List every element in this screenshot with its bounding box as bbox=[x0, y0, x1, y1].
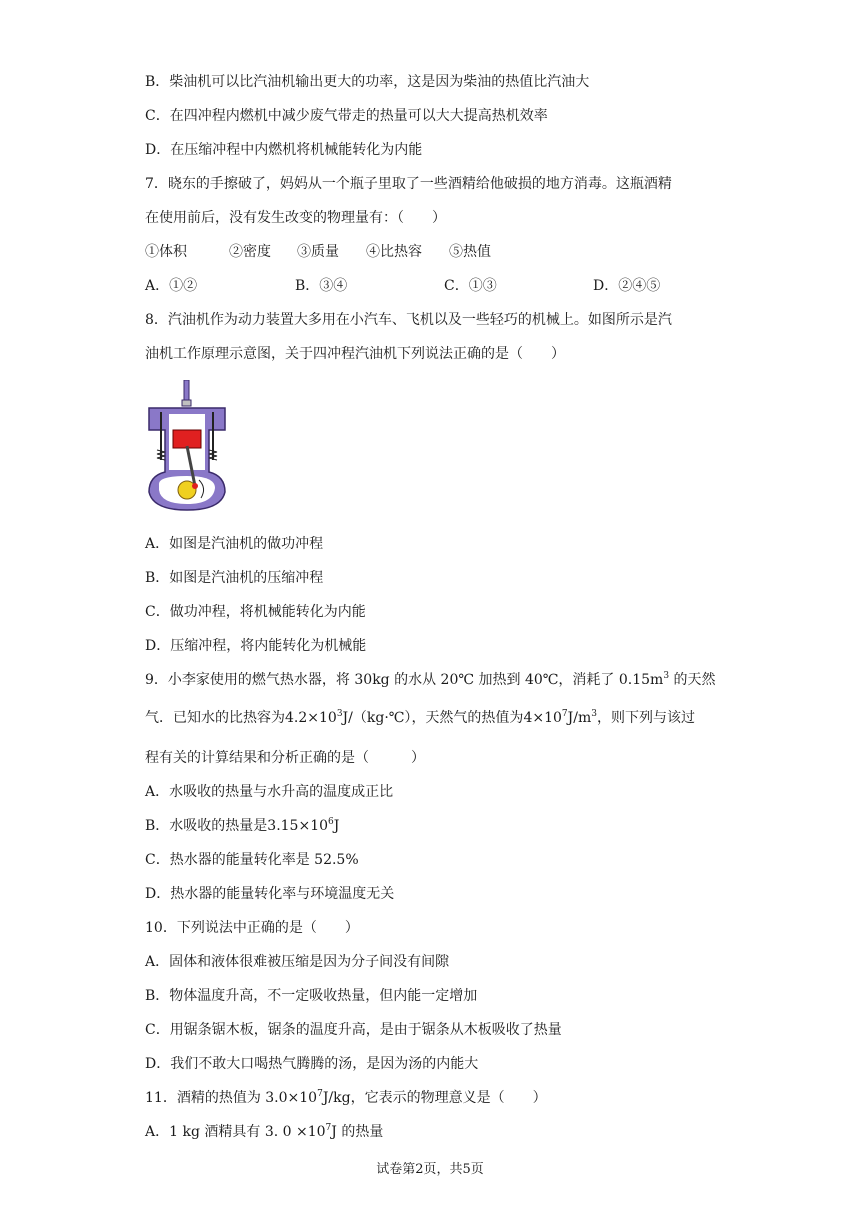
q9-text: 气．已知水的比热容为 bbox=[145, 710, 285, 726]
q9-stem-line-1 bbox=[145, 670, 716, 690]
q9-stem-line-3: 程有关的计算结果和分析正确的是（ ） bbox=[145, 750, 425, 766]
q7-stem-line-2: 在使用前后，没有发生改变的物理量有：（ ） bbox=[145, 210, 446, 226]
q7-option-b: B．③④ bbox=[295, 278, 348, 294]
q7-option-d: D．②④⑤ bbox=[593, 278, 661, 294]
q9-gas-volume: $0.15m^3$ bbox=[618, 671, 670, 688]
intake-spring bbox=[157, 450, 165, 460]
q9-text: ，则下列与该过 bbox=[596, 710, 695, 726]
q9-option-b: B．水吸收的热量是$3.15\times 10^6J$ bbox=[145, 817, 340, 834]
q6-option-d: D．在压缩冲程中内燃机将机械能转化为内能 bbox=[145, 142, 423, 158]
q7-item: ①体积 bbox=[145, 244, 187, 260]
q9-text: 的水从 bbox=[394, 672, 437, 688]
q8-stem-line-1: 8．汽油机作为动力装置大多用在小汽车、飞机以及一些轻巧的机械上。如图所示是汽 bbox=[145, 312, 672, 328]
q9-option-a: A．水吸收的热量与水升高的温度成正比 bbox=[145, 784, 394, 800]
q11-option-a: A．1 kg 酒精具有 3. $0 \times 10^7J$ 的热量 bbox=[145, 1123, 384, 1140]
q6-option-c: C．在四冲程内燃机中减少废气带走的热量可以大大提高热机效率 bbox=[145, 108, 548, 124]
q9-option-c: C．热水器的能量转化率是 52.5% bbox=[145, 852, 359, 868]
q8-option-b: B．如图是汽油机的压缩冲程 bbox=[145, 570, 324, 586]
q10-option-b: B．物体温度升高，不一定吸收热量，但内能一定增加 bbox=[145, 988, 478, 1004]
q9-text: ，天然气的热值为 bbox=[411, 710, 524, 726]
q9-specific-heat: $4.2\times 10^3J/(kg\cdot℃)$ bbox=[285, 709, 412, 726]
q7-item: ⑤热值 bbox=[449, 244, 491, 260]
engine-diagram bbox=[145, 380, 230, 512]
page-footer: 试卷第2页，共5页 bbox=[376, 1162, 484, 1177]
q10-option-a: A．固体和液体很难被压缩是因为分子间没有间隙 bbox=[145, 954, 450, 970]
q6-option-b: B．柴油机可以比汽油机输出更大的功率，这是因为柴油的热值比汽油大 bbox=[145, 74, 590, 90]
q7-option-c: C．①③ bbox=[444, 278, 497, 294]
q10-option-d: D．我们不敢大口喝热气腾腾的汤，是因为汤的内能大 bbox=[145, 1056, 479, 1072]
q7-item: ④比热容 bbox=[366, 244, 422, 260]
q9-text: 的天然 bbox=[673, 672, 716, 688]
q9-text: 9．小李家使用的燃气热水器，将 bbox=[145, 672, 350, 688]
q11-stem: 11．酒精的热值为 $3.0\times 10^7J/kg$，它表示的物理意义是（ ） bbox=[145, 1089, 547, 1106]
q8-option-a: A．如图是汽油机的做功冲程 bbox=[145, 536, 324, 552]
q7-stem-line-1: 7．晓东的手擦破了，妈妈从一个瓶子里取了一些酒精给他破损的地方消毒。这瓶酒精 bbox=[145, 176, 672, 192]
q7-item: ③质量 bbox=[297, 244, 339, 260]
piston bbox=[173, 430, 201, 448]
q9-text: ，消耗了 bbox=[558, 672, 615, 688]
q8-option-c: C．做功冲程，将机械能转化为内能 bbox=[145, 604, 366, 620]
q9-option-d: D．热水器的能量转化率与环境温度无关 bbox=[145, 886, 395, 902]
q9-start-temp: 20℃ bbox=[440, 672, 475, 688]
q10-option-c: C．用锯条锯木板，锯条的温度升高，是由于锯条从木板吸收了热量 bbox=[145, 1022, 562, 1038]
q7-option-a: A．①② bbox=[145, 278, 198, 294]
q7-item: ②密度 bbox=[229, 244, 271, 260]
q8-option-d: D．压缩冲程，将内能转化为机械能 bbox=[145, 638, 367, 654]
exhaust-spring bbox=[209, 450, 217, 460]
q9-heat-value: $4\times 10^7J/m^3$ bbox=[523, 709, 597, 726]
q9-text: 加热到 bbox=[478, 672, 521, 688]
q9-end-temp: 40℃ bbox=[524, 672, 559, 688]
q9-mass: 30kg bbox=[354, 672, 390, 688]
spark-plug-tip bbox=[182, 400, 191, 406]
q8-stem-line-2: 油机工作原理示意图，关于四冲程汽油机下列说法正确的是（ ） bbox=[145, 346, 565, 362]
q9-stem-line-2 bbox=[145, 708, 695, 728]
crank-pin bbox=[192, 483, 198, 489]
q10-stem: 10．下列说法中正确的是（ ） bbox=[145, 920, 359, 936]
